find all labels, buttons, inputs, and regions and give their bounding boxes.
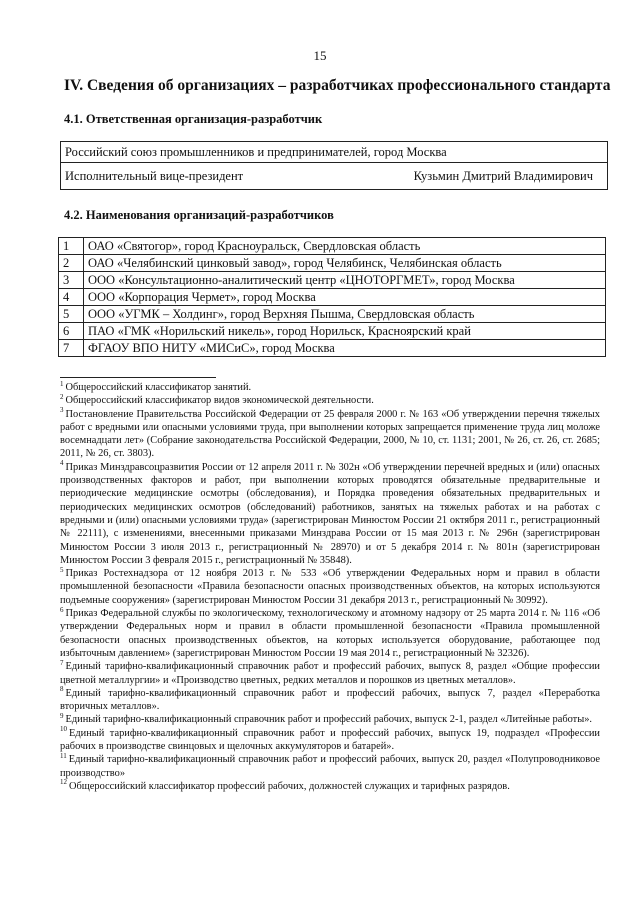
page-number: 15 [313, 48, 327, 63]
row-number: 6 [59, 323, 84, 340]
table-row [59, 340, 606, 357]
footnote-text: Приказ Федеральной службы по экологическому, технологическому и атомному надзору от 25 марта 2014 г. № 116 «Об утверждении Федеральных норм и правил в области промышленной безопасности «Правила промышленной безопасности опасных производственных объектов, на которых используется оборудование, работающее под избыточным давлением» (зарегистрирован Минюстом России 19 мая 2014 г., регистрационный № 32326). [60, 608, 600, 659]
footnote-separator [60, 377, 216, 378]
footnote [60, 394, 600, 407]
footnote [60, 607, 600, 660]
organization-name: ОАО «Святогор», город Красноуральск, Свердловская область [84, 238, 606, 255]
footnote-number: 1 [60, 379, 64, 388]
responsible-person: Кузьмин Дмитрий Владимирович [413, 168, 593, 183]
footnote-number: 6 [60, 605, 64, 614]
footnote [60, 660, 600, 687]
row-number: 4 [59, 289, 84, 306]
organization-name: ОАО «Челябинский цинковый завод», город Челябинск, Челябинская область [84, 255, 606, 272]
footnote-number: 10 [60, 725, 67, 734]
responsible-position: Исполнительный вице-президент [65, 168, 244, 183]
footnote-text: Единый тарифно-квалификационный справочник работ и профессий рабочих, выпуск 19, подраздел «Профессии рабочих в производстве свинцовых и щелочных аккумуляторов и батарей». [60, 727, 600, 753]
footnote-text: Общероссийский классификатор видов экономической деятельности. [65, 395, 374, 407]
organization-name: ООО «Корпорация Чермет», город Москва [84, 289, 606, 306]
table-row [59, 238, 606, 255]
footnote-text: Единый тарифно-квалификационный справочник работ и профессий рабочих, выпуск 20, раздел «Полупроводниковое производство» [60, 754, 600, 779]
footnote [60, 727, 600, 754]
row-number: 3 [59, 272, 84, 289]
responsible-table [60, 141, 608, 190]
footnote-number: 4 [60, 459, 64, 468]
footnote-text: Единый тарифно-квалификационный справочник работ и профессий рабочих, выпуск 2-1, раздел «Литейные работы». [65, 714, 592, 726]
footnote [60, 687, 600, 714]
footnote-text: Приказ Ростехнадзора от 12 ноября 2013 г. № 533 «Об утверждении Федеральных норм и правил в области промышленной безопасности «Правила безопасности опасных производственных объектов, на которых используются подъемные сооружения» (зарегистрирован Минюстом России 31 декабря 2013 г., регистрационный № 30992). [60, 568, 600, 606]
footnote-text: Постановление Правительства Российской Федерации от 25 февраля 2000 г. № 163 «Об утверждении перечня тяжелых работ с вредными или опасными условиями труда, при выполнении которых запрещается применение труда лиц моложе восемнадцати лет» (Собрание законодательства Российской Федерации, 2000, № 10, ст. 1131; 2001, № 26, ст. 26, ст. 2685; 2011, № 26, ст. 3803). [60, 408, 600, 460]
footnote [60, 713, 600, 726]
footnote-number: 5 [60, 565, 64, 574]
organization-name: ООО «УГМК – Холдинг», город Верхняя Пышма, Свердловская область [84, 306, 606, 323]
footnote [60, 461, 600, 567]
footnote-text: Единый тарифно-квалификационный справочник работ и профессий рабочих, выпуск 7, раздел «Переработка вторичных металлов». [60, 687, 600, 713]
table-row [61, 142, 608, 163]
table-row [61, 163, 608, 190]
table-row [59, 323, 606, 340]
row-number: 5 [59, 306, 84, 323]
footnote [60, 567, 600, 607]
footnote-number: 2 [60, 392, 64, 401]
footnote-number: 3 [60, 406, 64, 415]
footnote [60, 753, 600, 780]
responsible-organization: Российский союз промышленников и предпринимателей, город Москва [61, 142, 608, 163]
row-number: 1 [59, 238, 84, 255]
footnote-text: Общероссийский классификатор занятий. [65, 382, 252, 393]
footnote [60, 408, 600, 461]
responsible-heading: 4.1. Ответственная организация-разработчик [64, 112, 323, 126]
organization-name: ПАО «ГМК «Норильский никель», город Норильск, Красноярский край [84, 323, 606, 340]
developers-table [58, 237, 606, 357]
table-row [59, 255, 606, 272]
organization-name: ФГАОУ ВПО НИТУ «МИСиС», город Москва [84, 340, 606, 357]
row-number: 7 [59, 340, 84, 357]
footnote-number: 11 [60, 751, 67, 760]
table-row [59, 272, 606, 289]
footnote-text: Общероссийский классификатор профессий рабочих, должностей служащих и тарифных разрядов. [69, 780, 510, 792]
footnote [60, 780, 600, 793]
footnote [60, 381, 600, 394]
footnotes [60, 381, 600, 793]
footnote-text: Приказ Минздравсоцразвития России от 12 апреля 2011 г. № 302н «Об утверждении перечней вредных и (или) опасных производственных факторов и работ, при выполнении которых проводятся обязательные предварительные и периодические медицинские осмотры (обследования), и Порядка проведения обязательных предварительных и периодических медицинских осмотров (обследований) работников, занятых на тяжелых работах и на работах с вредными и (или) опасными условиями труда» (зарегистрирован Минюстом России 21 октября 2011 г., регистрационный № 22111), с изменениями, внесенными приказами Минздрава России от 15 мая 2013 г. № 296н (зарегистрирован Минюстом России 3 июля 2013 г., регистрационный № 28970) и от 5 декабря 2014 г. № 801н (зарегистрирован Минюстом России 3 февраля 2015 г., регистрационный № 35848). [60, 461, 600, 566]
footnote-number: 8 [60, 685, 64, 694]
footnote-number: 12 [60, 778, 67, 787]
organization-name: ООО «Консультационно-аналитический центр «ЦНОТОРГМЕТ», город Москва [84, 272, 606, 289]
section-title: IV. Сведения об организациях – разработчиках профессионального стандарта [64, 77, 611, 94]
footnote-number: 9 [60, 711, 64, 720]
table-row [59, 306, 606, 323]
footnote-number: 7 [60, 658, 64, 667]
table-row [59, 289, 606, 306]
footnote-text: Единый тарифно-квалификационный справочник работ и профессий рабочих, выпуск 8, раздел «Общие профессии цветной металлургии» и «Производство цветных, редких металлов и порошков из цветных металлов». [60, 661, 600, 686]
row-number: 2 [59, 255, 84, 272]
developers-heading: 4.2. Наименования организаций-разработчиков [64, 208, 334, 222]
